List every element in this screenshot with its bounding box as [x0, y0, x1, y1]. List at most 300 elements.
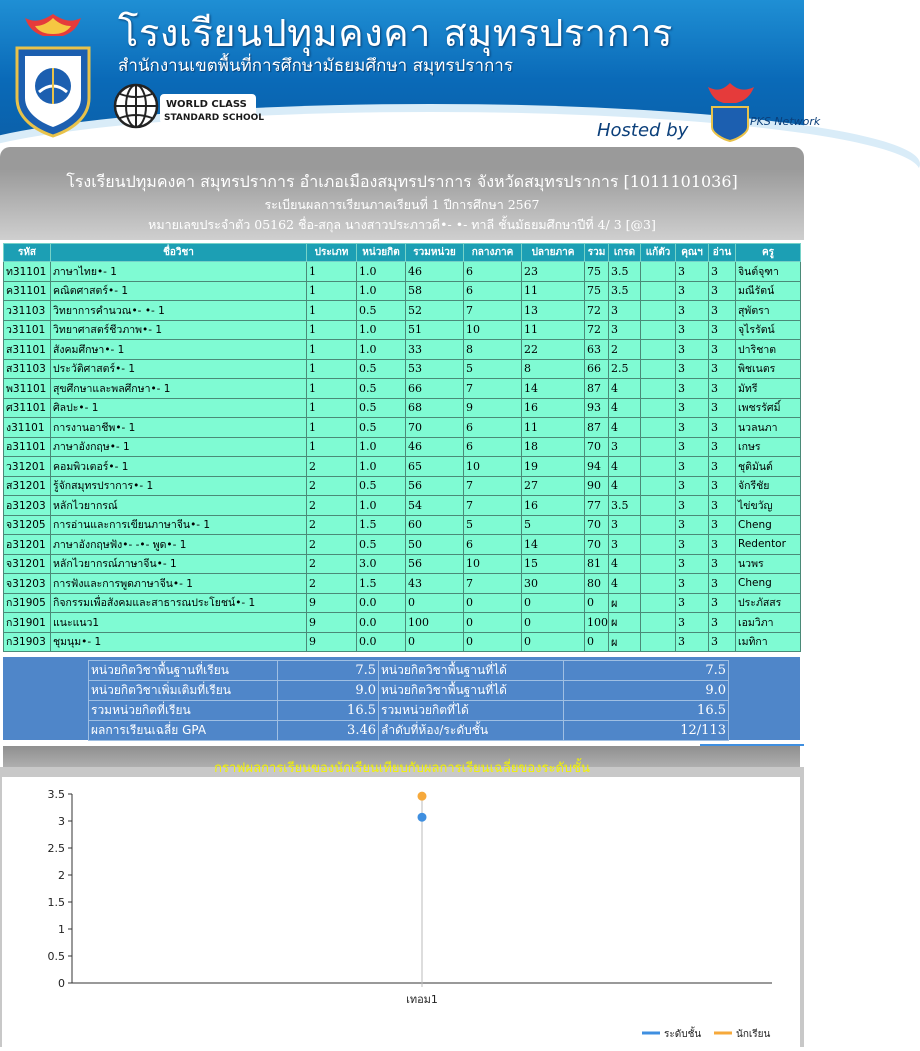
total-score-cell: 0	[406, 593, 464, 613]
retake-cell	[641, 554, 676, 574]
grade-cell: 4	[609, 457, 641, 477]
teacher-cell: Redentor	[736, 535, 801, 555]
pks-network-text: PKS Network	[750, 115, 821, 128]
summary-row	[89, 681, 729, 701]
type-cell: 9	[307, 593, 357, 613]
grade-cell: 3	[609, 437, 641, 457]
record-term: ระเบียนผลการเรียนภาคเรียนที่ 1 ปีการศึกษา 2567	[264, 197, 540, 212]
grade-cell: 4	[609, 574, 641, 594]
teacher-cell: จุไรรัตน์	[736, 320, 801, 340]
credit-cell: 0.5	[357, 379, 406, 399]
teacher-cell: มณีรัตน์	[736, 281, 801, 301]
reading-cell: 3	[709, 515, 736, 535]
summary-label: รวมหน่วยกิตที่ได้	[379, 701, 564, 721]
summary-label: รวมหน่วยกิตที่เรียน	[89, 701, 278, 721]
attribute-cell: 3	[676, 437, 709, 457]
midterm-cell: 7	[464, 476, 522, 496]
column-header: กลางภาค	[464, 244, 522, 262]
column-header: ประเภท	[307, 244, 357, 262]
summary-table	[88, 660, 729, 741]
world-class-logo	[112, 80, 265, 132]
summary-label: ผลการเรียนเฉลี่ย GPA	[89, 721, 278, 741]
table-row	[4, 613, 801, 633]
code-cell: อ31203	[4, 496, 51, 516]
code-cell: ว31101	[4, 320, 51, 340]
final-cell: 13	[522, 301, 585, 321]
sum-cell: 90	[585, 476, 609, 496]
subject-cell: ภาษาอังกฤษฟัง•- -•- พูด•- 1	[51, 535, 307, 555]
credit-cell: 1.0	[357, 437, 406, 457]
teacher-cell: เกษร	[736, 437, 801, 457]
retake-cell	[641, 262, 676, 282]
credit-cell: 1.0	[357, 457, 406, 477]
midterm-cell: 6	[464, 418, 522, 438]
final-cell: 5	[522, 515, 585, 535]
grade-cell: 3.5	[609, 496, 641, 516]
grades-table	[3, 243, 801, 652]
subject-cell: แนะแนว1	[51, 613, 307, 633]
y-tick-label: 1	[58, 923, 65, 936]
final-cell: 14	[522, 379, 585, 399]
subject-cell: ศิลปะ•- 1	[51, 398, 307, 418]
code-cell: ศ31101	[4, 398, 51, 418]
midterm-cell: 6	[464, 262, 522, 282]
summary-row	[89, 721, 729, 741]
subject-cell: ประวัติศาสตร์•- 1	[51, 359, 307, 379]
divider-line	[700, 744, 804, 746]
reading-cell: 3	[709, 632, 736, 652]
table-row	[4, 476, 801, 496]
y-tick-label: 0.5	[47, 950, 65, 963]
hosted-by-label: Hosted by	[597, 120, 689, 141]
reading-cell: 3	[709, 359, 736, 379]
final-cell: 16	[522, 496, 585, 516]
subject-cell: ภาษาไทย•- 1	[51, 262, 307, 282]
office-name: สำนักงานเขตพื้นที่การศึกษามัธยมศึกษา สมุทรปราการ	[118, 56, 513, 76]
school-name: โรงเรียนปทุมคงคา สมุทรปราการ	[118, 11, 673, 55]
type-cell: 2	[307, 457, 357, 477]
teacher-cell: เพชรรัศมิ์	[736, 398, 801, 418]
subject-cell: สังคมศึกษา•- 1	[51, 340, 307, 360]
grade-cell: 2	[609, 340, 641, 360]
type-cell: 2	[307, 515, 357, 535]
retake-cell	[641, 457, 676, 477]
sum-cell: 75	[585, 281, 609, 301]
table-row	[4, 398, 801, 418]
school-logo-icon	[3, 8, 103, 138]
teacher-cell: มัทรี	[736, 379, 801, 399]
type-cell: 1	[307, 281, 357, 301]
midterm-cell: 6	[464, 281, 522, 301]
midterm-cell: 10	[464, 554, 522, 574]
reading-cell: 3	[709, 281, 736, 301]
code-cell: ก31903	[4, 632, 51, 652]
midterm-cell: 8	[464, 340, 522, 360]
teacher-cell: จินต์จุฑา	[736, 262, 801, 282]
sum-cell: 93	[585, 398, 609, 418]
credit-cell: 0.5	[357, 476, 406, 496]
code-cell: จ31201	[4, 554, 51, 574]
attribute-cell: 3	[676, 613, 709, 633]
attribute-cell: 3	[676, 515, 709, 535]
column-header: คุณฯ	[676, 244, 709, 262]
subject-cell: การงานอาชีพ•- 1	[51, 418, 307, 438]
total-score-cell: 46	[406, 262, 464, 282]
sum-cell: 94	[585, 457, 609, 477]
legend-label: นักเรียน	[736, 1029, 771, 1040]
retake-cell	[641, 574, 676, 594]
final-cell: 30	[522, 574, 585, 594]
final-cell: 8	[522, 359, 585, 379]
final-cell: 14	[522, 535, 585, 555]
table-row	[4, 632, 801, 652]
attribute-cell: 3	[676, 398, 709, 418]
attribute-cell: 3	[676, 535, 709, 555]
data-point-student	[418, 792, 427, 801]
credit-cell: 0.5	[357, 359, 406, 379]
retake-cell	[641, 359, 676, 379]
subject-cell: ชุมนุม•- 1	[51, 632, 307, 652]
code-cell: ส31103	[4, 359, 51, 379]
final-cell: 11	[522, 281, 585, 301]
subject-cell: หลักไวยากรณ์ภาษาจีน•- 1	[51, 554, 307, 574]
world-class-text: WORLD CLASS	[166, 99, 247, 110]
card-top-bar	[0, 147, 804, 170]
attribute-cell: 3	[676, 340, 709, 360]
table-row	[4, 593, 801, 613]
teacher-cell: เมทิกา	[736, 632, 801, 652]
credit-cell: 0.0	[357, 613, 406, 633]
credit-cell: 0.5	[357, 418, 406, 438]
summary-value: 7.5	[564, 661, 729, 681]
midterm-cell: 5	[464, 359, 522, 379]
table-row	[4, 457, 801, 477]
table-row	[4, 340, 801, 360]
summary-label: หน่วยกิตวิชาพื้นฐานที่เรียน	[89, 661, 278, 681]
y-tick-label: 3	[58, 815, 65, 828]
teacher-cell: Cheng	[736, 515, 801, 535]
sum-cell: 77	[585, 496, 609, 516]
credit-cell: 0.5	[357, 398, 406, 418]
retake-cell	[641, 476, 676, 496]
attribute-cell: 3	[676, 574, 709, 594]
subject-cell: วิทยาศาสตร์ชีวภาพ•- 1	[51, 320, 307, 340]
type-cell: 1	[307, 398, 357, 418]
column-header: รวมหน่วย	[406, 244, 464, 262]
code-cell: พ31101	[4, 379, 51, 399]
column-header: รหัส	[4, 244, 51, 262]
reading-cell: 3	[709, 340, 736, 360]
grades-body	[4, 262, 801, 652]
sum-cell: 72	[585, 320, 609, 340]
legend-label: ระดับชั้น	[664, 1029, 702, 1040]
type-cell: 9	[307, 632, 357, 652]
credit-cell: 3.0	[357, 554, 406, 574]
credit-cell: 0.0	[357, 632, 406, 652]
teacher-cell: ประภัสสร	[736, 593, 801, 613]
midterm-cell: 10	[464, 320, 522, 340]
grades-header-row	[4, 244, 801, 262]
reading-cell: 3	[709, 613, 736, 633]
reading-cell: 3	[709, 496, 736, 516]
type-cell: 2	[307, 535, 357, 555]
code-cell: อ31101	[4, 437, 51, 457]
code-cell: จ31205	[4, 515, 51, 535]
total-score-cell: 46	[406, 437, 464, 457]
table-row	[4, 515, 801, 535]
reading-cell: 3	[709, 574, 736, 594]
total-score-cell: 51	[406, 320, 464, 340]
credit-cell: 0.5	[357, 535, 406, 555]
table-row	[4, 301, 801, 321]
final-cell: 11	[522, 320, 585, 340]
type-cell: 9	[307, 613, 357, 633]
sum-cell: 87	[585, 418, 609, 438]
reading-cell: 3	[709, 398, 736, 418]
reading-cell: 3	[709, 301, 736, 321]
chart-panel	[2, 777, 800, 1047]
attribute-cell: 3	[676, 281, 709, 301]
header-banner	[0, 0, 821, 145]
final-cell: 22	[522, 340, 585, 360]
y-tick-label: 1.5	[47, 896, 65, 909]
total-score-cell: 68	[406, 398, 464, 418]
midterm-cell: 7	[464, 574, 522, 594]
grade-cell: 4	[609, 418, 641, 438]
sum-cell: 0	[585, 593, 609, 613]
retake-cell	[641, 301, 676, 321]
credit-cell: 0.0	[357, 593, 406, 613]
final-cell: 19	[522, 457, 585, 477]
attribute-cell: 3	[676, 359, 709, 379]
subject-cell: คณิตศาสตร์•- 1	[51, 281, 307, 301]
student-info-panel	[0, 170, 804, 240]
table-row	[4, 262, 801, 282]
chart-title: กราฟผลการเรียนของนักเรียนเทียบกับผลการเรียนเฉลี่ยของระดับชั้น	[214, 761, 590, 776]
total-score-cell: 50	[406, 535, 464, 555]
summary-row	[89, 661, 729, 681]
summary-value: 12/113	[564, 721, 729, 741]
y-tick-label: 3.5	[47, 788, 65, 801]
sum-cell: 63	[585, 340, 609, 360]
final-cell: 18	[522, 437, 585, 457]
sum-cell: 72	[585, 301, 609, 321]
attribute-cell: 3	[676, 379, 709, 399]
summary-value: 9.0	[564, 681, 729, 701]
sum-cell: 87	[585, 379, 609, 399]
attribute-cell: 3	[676, 320, 709, 340]
subject-cell: วิทยาการคำนวณ•- •- 1	[51, 301, 307, 321]
type-cell: 2	[307, 496, 357, 516]
table-row	[4, 437, 801, 457]
total-score-cell: 60	[406, 515, 464, 535]
retake-cell	[641, 496, 676, 516]
grade-cell: 3	[609, 320, 641, 340]
standard-school-text: STANDARD SCHOOL	[164, 113, 265, 123]
summary-label: หน่วยกิตวิชาพื้นฐานที่ได้	[379, 681, 564, 701]
grade-cell: 3	[609, 515, 641, 535]
total-score-cell: 33	[406, 340, 464, 360]
grade-cell: 3.5	[609, 281, 641, 301]
table-row	[4, 281, 801, 301]
type-cell: 1	[307, 262, 357, 282]
sum-cell: 70	[585, 437, 609, 457]
total-score-cell: 66	[406, 379, 464, 399]
final-cell: 15	[522, 554, 585, 574]
subject-cell: การฟังและการพูดภาษาจีน•- 1	[51, 574, 307, 594]
grade-cell: ผ	[609, 593, 641, 613]
table-row	[4, 554, 801, 574]
total-score-cell: 0	[406, 632, 464, 652]
code-cell: ท31101	[4, 262, 51, 282]
teacher-cell: ไข่ขวัญ	[736, 496, 801, 516]
reading-cell: 3	[709, 262, 736, 282]
reading-cell: 3	[709, 554, 736, 574]
column-header: รวม	[585, 244, 609, 262]
column-header: ปลายภาค	[522, 244, 585, 262]
total-score-cell: 100	[406, 613, 464, 633]
sum-cell: 66	[585, 359, 609, 379]
final-cell: 27	[522, 476, 585, 496]
midterm-cell: 6	[464, 437, 522, 457]
type-cell: 1	[307, 379, 357, 399]
reading-cell: 3	[709, 593, 736, 613]
subject-cell: รู้จักสมุทรปราการ•- 1	[51, 476, 307, 496]
type-cell: 1	[307, 320, 357, 340]
midterm-cell: 0	[464, 632, 522, 652]
total-score-cell: 56	[406, 554, 464, 574]
attribute-cell: 3	[676, 301, 709, 321]
midterm-cell: 5	[464, 515, 522, 535]
sum-cell: 81	[585, 554, 609, 574]
code-cell: อ31201	[4, 535, 51, 555]
total-score-cell: 53	[406, 359, 464, 379]
sum-cell: 75	[585, 262, 609, 282]
credit-cell: 0.5	[357, 301, 406, 321]
grade-cell: 3	[609, 535, 641, 555]
column-header: ครู	[736, 244, 801, 262]
credit-cell: 1.0	[357, 340, 406, 360]
grade-cell: ผ	[609, 632, 641, 652]
midterm-cell: 7	[464, 301, 522, 321]
retake-cell	[641, 418, 676, 438]
credit-cell: 1.0	[357, 281, 406, 301]
summary-value: 7.5	[278, 661, 379, 681]
midterm-cell: 0	[464, 593, 522, 613]
final-cell: 16	[522, 398, 585, 418]
midterm-cell: 6	[464, 535, 522, 555]
code-cell: ก31901	[4, 613, 51, 633]
attribute-cell: 3	[676, 554, 709, 574]
reading-cell: 3	[709, 418, 736, 438]
school-address: โรงเรียนปทุมคงคา สมุทรปราการ อำเภอเมืองสมุทรปราการ จังหวัดสมุทรปราการ [1011101036]	[66, 172, 738, 191]
total-score-cell: 52	[406, 301, 464, 321]
reading-cell: 3	[709, 437, 736, 457]
attribute-cell: 3	[676, 457, 709, 477]
pks-network-logo[interactable]	[690, 75, 821, 141]
subject-cell: กิจกรรมเพื่อสังคมและสาธารณประโยชน์•- 1	[51, 593, 307, 613]
retake-cell	[641, 613, 676, 633]
midterm-cell: 7	[464, 496, 522, 516]
total-score-cell: 54	[406, 496, 464, 516]
grade-cell: 4	[609, 554, 641, 574]
teacher-cell: จักรีชัย	[736, 476, 801, 496]
grade-cell: 4	[609, 379, 641, 399]
column-header: เกรด	[609, 244, 641, 262]
table-row	[4, 496, 801, 516]
subject-cell: สุขศึกษาและพลศึกษา•- 1	[51, 379, 307, 399]
sum-cell: 0	[585, 632, 609, 652]
subject-cell: ภาษาอังกฤษ•- 1	[51, 437, 307, 457]
grade-cell: 4	[609, 398, 641, 418]
table-row	[4, 535, 801, 555]
type-cell: 2	[307, 476, 357, 496]
subject-cell: การอ่านและการเขียนภาษาจีน•- 1	[51, 515, 307, 535]
sum-cell: 80	[585, 574, 609, 594]
total-score-cell: 58	[406, 281, 464, 301]
retake-cell	[641, 437, 676, 457]
table-row	[4, 359, 801, 379]
code-cell: ง31101	[4, 418, 51, 438]
subject-cell: คอมพิวเตอร์•- 1	[51, 457, 307, 477]
grade-cell: 3	[609, 301, 641, 321]
attribute-cell: 3	[676, 262, 709, 282]
attribute-cell: 3	[676, 496, 709, 516]
code-cell: ก31905	[4, 593, 51, 613]
final-cell: 11	[522, 418, 585, 438]
summary-value: 3.46	[278, 721, 379, 741]
attribute-cell: 3	[676, 593, 709, 613]
teacher-cell: สุพัตรา	[736, 301, 801, 321]
type-cell: 1	[307, 301, 357, 321]
teacher-cell: นวลนภา	[736, 418, 801, 438]
teacher-cell: พิชเนตร	[736, 359, 801, 379]
code-cell: ส31201	[4, 476, 51, 496]
total-score-cell: 56	[406, 476, 464, 496]
credit-cell: 1.5	[357, 515, 406, 535]
type-cell: 2	[307, 554, 357, 574]
summary-label: หน่วยกิตวิชาเพิ่มเติมที่เรียน	[89, 681, 278, 701]
teacher-cell: ปาริชาต	[736, 340, 801, 360]
grade-cell: 2.5	[609, 359, 641, 379]
table-row	[4, 320, 801, 340]
sum-cell: 70	[585, 515, 609, 535]
code-cell: ว31201	[4, 457, 51, 477]
teacher-cell: นวพร	[736, 554, 801, 574]
grade-cell: ผ	[609, 613, 641, 633]
code-cell: ส31101	[4, 340, 51, 360]
retake-cell	[641, 515, 676, 535]
midterm-cell: 0	[464, 613, 522, 633]
code-cell: จ31203	[4, 574, 51, 594]
grade-cell: 4	[609, 476, 641, 496]
subject-cell: หลักไวยากรณ์	[51, 496, 307, 516]
final-cell: 23	[522, 262, 585, 282]
retake-cell	[641, 340, 676, 360]
retake-cell	[641, 320, 676, 340]
teacher-cell: ชุติมันต์	[736, 457, 801, 477]
code-cell: ว31103	[4, 301, 51, 321]
table-row	[4, 379, 801, 399]
type-cell: 1	[307, 418, 357, 438]
credit-cell: 1.0	[357, 496, 406, 516]
reading-cell: 3	[709, 535, 736, 555]
y-tick-label: 2	[58, 869, 65, 882]
type-cell: 1	[307, 437, 357, 457]
retake-cell	[641, 593, 676, 613]
total-score-cell: 65	[406, 457, 464, 477]
table-row	[4, 418, 801, 438]
